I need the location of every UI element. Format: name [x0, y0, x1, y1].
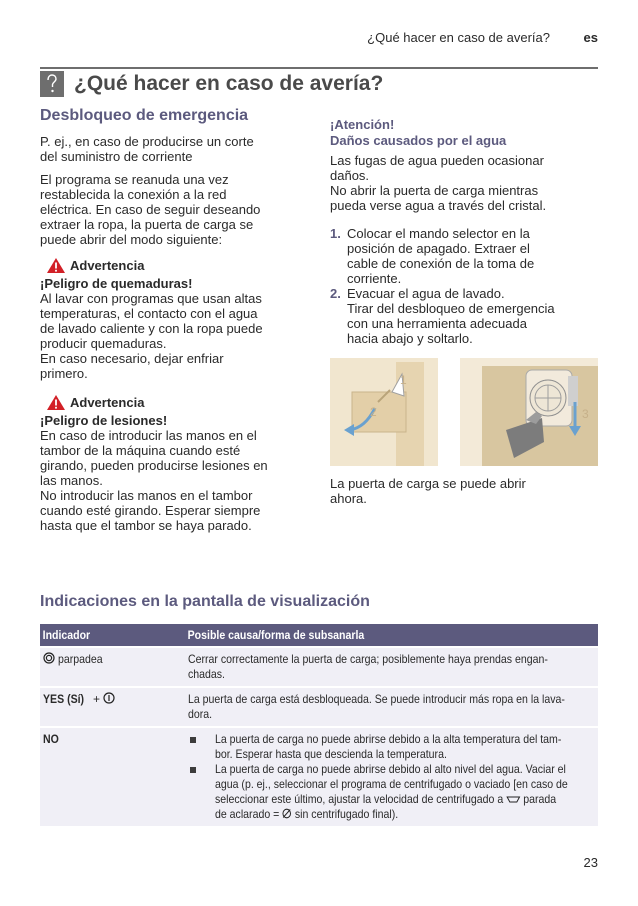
step-number: 1. [330, 226, 341, 241]
bullet-item [188, 732, 598, 762]
bullet-square-icon [190, 767, 196, 773]
text-line: con una herramienta adecuada [347, 316, 527, 331]
warning-injury-body [40, 413, 268, 533]
section-heading-display-indications: Indicaciones en la pantalla de visualización [40, 593, 370, 610]
text-line: primero. [40, 366, 88, 381]
text-line: producir quemaduras. [40, 336, 167, 351]
text-line: cable de conexión de la toma de [347, 256, 535, 271]
text-fragment: de aclarado = [215, 807, 280, 821]
text-line: tambor de la máquina cuando esté [40, 443, 241, 458]
bullet-item [188, 762, 598, 822]
attention-title: Daños causados por el agua [330, 133, 507, 148]
text-line: No introducir las manos en el tambor [40, 488, 253, 503]
text-line: No abrir la puerta de carga mientras [330, 183, 539, 198]
text-fragment: parada [523, 792, 557, 806]
running-title: ¿Qué hacer en caso de avería? [367, 30, 550, 45]
text-line: corriente. [347, 271, 402, 286]
door-unlock-icon [103, 692, 115, 704]
bullet-square-icon [190, 737, 196, 743]
warning-triangle-icon [46, 394, 66, 411]
text-line: hacia abajo y soltarlo. [347, 331, 473, 346]
attention-label: ¡Atención! [330, 117, 395, 132]
step-number: 2. [330, 286, 341, 301]
text-line: La puerta de carga se puede abrir [330, 476, 526, 491]
table-row [40, 728, 598, 826]
indicator-plus: + [93, 692, 101, 706]
text-line: P. ej., en caso de producirse un corte [40, 134, 254, 149]
text-line: cuando esté girando. Esperar siempre [40, 503, 261, 518]
text-line: La puerta de carga está desbloqueada. Se puede introducir más ropa en la lava- [188, 692, 565, 706]
paragraph-power-cut [40, 134, 254, 164]
warning-burns-body [40, 276, 263, 381]
indicator-text: NO [43, 732, 59, 746]
attention-text [330, 153, 546, 213]
paragraph-program-resumes [40, 172, 260, 247]
warning-label: Advertencia [70, 395, 145, 410]
display-indications-table [40, 624, 598, 826]
text-line: temperaturas, el contacto con el agua [40, 306, 258, 321]
text-line [215, 792, 593, 807]
table-row [40, 688, 598, 726]
text-line: agua (p. ej., seleccionar el programa de centrifugado o vaciado [en caso de [215, 777, 568, 791]
indicator-cell [40, 688, 185, 726]
result-text [330, 476, 526, 506]
warning-label: Advertencia [70, 258, 145, 273]
cause-cell [185, 728, 598, 826]
steps-list [330, 226, 555, 346]
warning-burns-label [40, 257, 144, 274]
no-spin-icon [282, 808, 292, 819]
language-code: es [583, 30, 598, 45]
text-line: En caso de introducir las manos en el [40, 428, 257, 443]
rinse-hold-icon [506, 795, 520, 803]
text-line: extraer la ropa, la puerta de carga se [40, 217, 254, 232]
text-line: Cerrar correctamente la puerta de carga; posiblemente haya prendas engan- [188, 652, 548, 666]
column-header-cause: Posible causa/forma de subsanarla [187, 628, 365, 642]
running-head [300, 30, 598, 48]
text-fragment: sin centrifugado final). [294, 807, 399, 821]
page-title: ¿Qué hacer en caso de avería? [74, 72, 384, 95]
indicator-cell [40, 728, 185, 826]
step-item [330, 286, 555, 346]
header-rule [40, 67, 598, 69]
indicator-cell [40, 648, 185, 686]
text-line: pueda verse agua a través del cristal. [330, 198, 547, 213]
text-line: dora. [188, 707, 213, 721]
text-line [215, 807, 593, 822]
text-line: El programa se reanuda una vez [40, 172, 229, 187]
text-line: puede abrir del modo siguiente: [40, 232, 223, 247]
attention-block [330, 117, 506, 149]
text-line: restablecida la conexión a la red [40, 187, 227, 202]
figure-label-3: 3 [582, 407, 589, 421]
text-line: posición de apagado. Extraer el [347, 241, 530, 256]
text-line: Las fugas de agua pueden ocasionar [330, 153, 544, 168]
text-line: ahora. [330, 491, 367, 506]
text-line: Tirar del desbloqueo de emergencia [347, 301, 555, 316]
warning-injury-label [40, 394, 144, 411]
cause-cell [185, 648, 598, 686]
text-line: Evacuar el agua de lavado. [347, 286, 505, 301]
warning-triangle-icon [46, 257, 66, 274]
text-line: de lavado caliente y con la ropa puede [40, 321, 263, 336]
section-heading-emergency-release: Desbloqueo de emergencia [40, 107, 249, 124]
text-line: daños. [330, 168, 370, 183]
indicator-text: parpadea [58, 652, 103, 666]
text-line: chadas. [188, 667, 225, 681]
door-lock-icon [43, 652, 55, 664]
text-line: hasta que el tambor se haya parado. [40, 518, 252, 533]
text-line: del suministro de corriente [40, 149, 193, 164]
table-header-row [40, 624, 598, 646]
figure-label-2: 2 [370, 405, 377, 419]
warning-title: ¡Peligro de quemaduras! [40, 276, 193, 291]
column-header-indicator: Indicador [42, 628, 91, 642]
indicator-text: YES (Sí) [43, 692, 85, 706]
figure-label-1: 1 [400, 373, 407, 387]
text-line: La puerta de carga no puede abrirse debido al alto nivel del agua. Vaciar el [215, 762, 566, 776]
text-line: girando, pueden producirse lesiones en [40, 458, 268, 473]
question-mark-icon [40, 71, 64, 97]
text-line: Al lavar con programas que usan altas [40, 291, 262, 306]
table-row [40, 648, 598, 686]
text-line: bor. Esperar hasta que descienda la temperatura. [215, 747, 447, 761]
text-line: Colocar el mando selector en la [347, 226, 530, 241]
warning-title: ¡Peligro de lesiones! [40, 413, 168, 428]
text-line: las manos. [40, 473, 103, 488]
cause-cell [185, 688, 598, 726]
page-number: 23 [583, 855, 598, 870]
text-line: La puerta de carga no puede abrirse debido a la alta temperatura del tam- [215, 732, 562, 746]
step-item [330, 226, 555, 286]
emergency-release-illustration [330, 358, 598, 466]
text-line: En caso necesario, dejar enfriar [40, 351, 224, 366]
text-fragment: seleccionar este último, ajustar la velocidad de centrifugado a [215, 792, 504, 806]
text-line: eléctrica. En caso de seguir deseando [40, 202, 261, 217]
